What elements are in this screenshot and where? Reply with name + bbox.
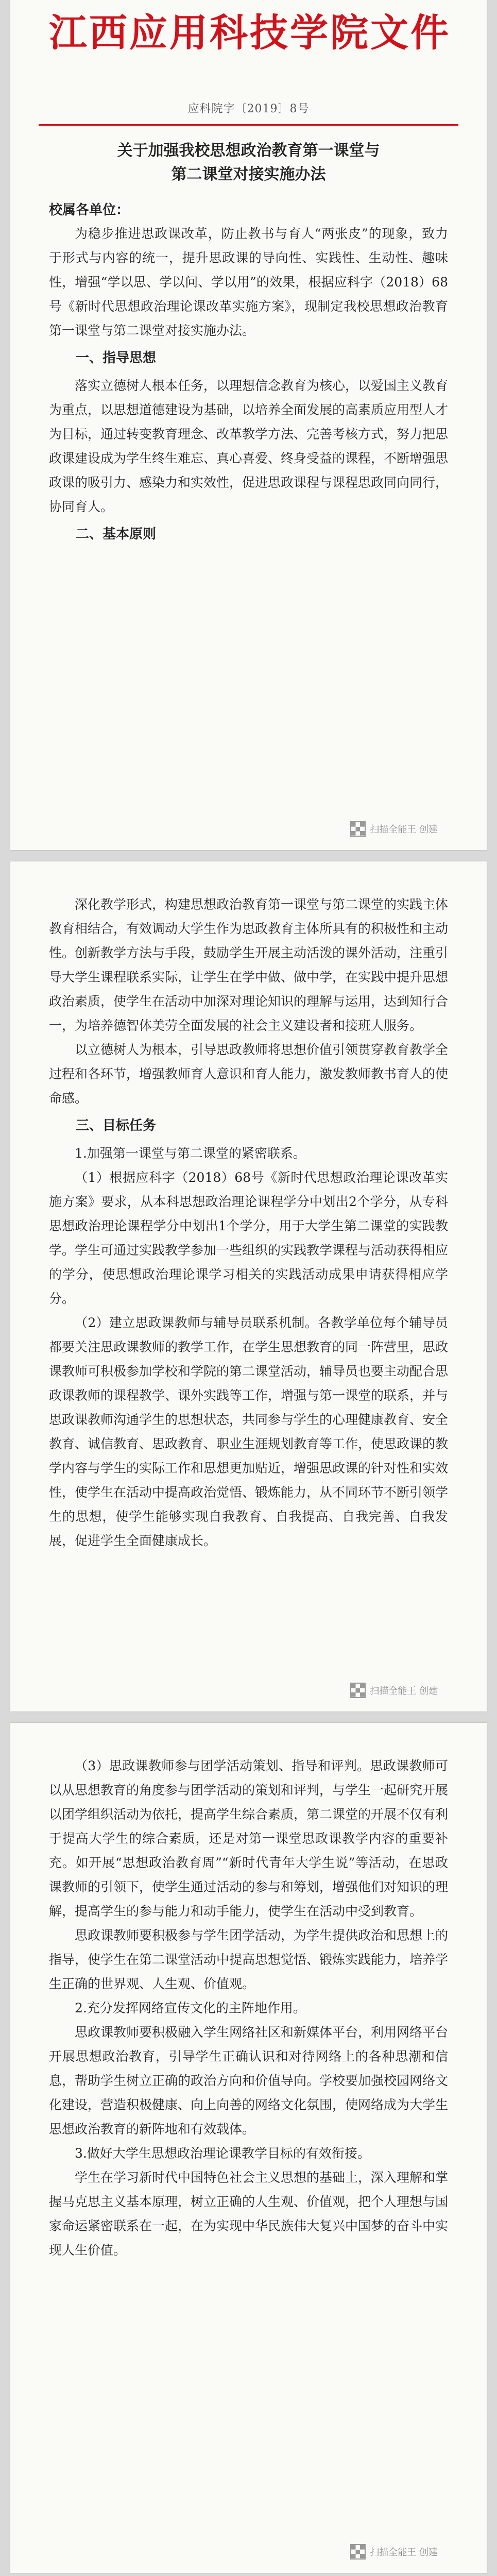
section-heading-goals: 三、目标任务 — [76, 1118, 157, 1133]
document-page-1 — [10, 0, 487, 850]
goal-paragraph-3: （3）思政课教师参与团学活动策划、指导和评判。思政课教师可以从思想教育的角度参与团学活动的策划和评判，与学生一起研究开展以团学组织活动为依托，提高学生综合素质，第二课堂的开展不仅有利于提高大学生的综合素质，还是对第一课堂思政课教学内容的重要补充。如开展“思想政治教育周”“新时代青年大学生说”等活动，在思政课教师的引领下，使学生通过活动的参与和筹划，增强他们对知识的理解，提高学生的参与能力和动手能力，使学生在活动中受到教育。 — [49, 1758, 449, 1919]
goal-subheading-2: 2.充分发挥网络宣传文化的主阵地作用。 — [75, 2001, 306, 2015]
goal-paragraph-4: 思政课教师要积极参与学生团学活动，为学生提供政治和思想上的指导，使学生在第二课堂活动中提高思想觉悟、锻炼实践能力，培养学生正确的世界观、人生观、价值观。 — [49, 1928, 449, 1991]
scanner-watermark — [350, 821, 438, 837]
page-3-content — [49, 1754, 448, 2262]
goal-subheading-1: 1.加强第一课堂与第二课堂的紧密联系。 — [75, 1146, 306, 1161]
goal-paragraph-5: 思政课教师要积极融入学生网络社区和新媒体平台，利用网络平台开展思想政治教育，引导学生正确认识和对待网络上的各种思潮和信息，帮助学生树立正确的政治方向和价值导向。学校要加强校园网络文化建设，营造积极健康、向上向善的网络文化氛围，使网络成为大学生思想政治教育的新阵地和有效载体。 — [49, 2025, 449, 2137]
goal-paragraph-2: （2）建立思政课教师与辅导员联系机制。各教学单位每个辅导员都要关注思政课教师的教学工作，在学生思想教育的同一阵营里，思政课教师可积极参加学校和学院的第二课堂活动，辅导员也要主动配合思政课教师的课程教学、课外实践等工作，增强与第一课堂的联系，并与思政课教师沟通学生的思想状态，共同参与学生的心理健康教育、安全教育、诚信教育、思政教育、职业生涯规划教育等工作，使思政课的教学内容与学生的实际工作和思想更加贴近，增强思政课的针对性和实效性，使学生在活动中提高政治觉悟、锻炼能力，从不同环节不断引领学生的思想，使学生能够实现自我教育、自我提高、自我完善、自我发展，促进学生全面健康成长。 — [49, 1315, 449, 1548]
subject-line-2: 第二课堂对接实施办法 — [171, 165, 326, 183]
document-page-3 — [10, 1723, 487, 2573]
principles-paragraph-1: 深化教学形式，构建思想政治教育第一课堂与第二课堂的实践主体教育相结合，有效调动大学生作为思政教育主体所具有的积极性和主动性。创新教学方法与手段，鼓励学生开展主动活泼的课外活动，注重引导大学生课程联系实际，让学生在学中做、做中学，在实践中提升思想政治素质，使学生在活动中加深对理论知识的理解与运用，达到知行合一，为培养德智体美劳全面发展的社会主义建设者和接班人服务。 — [49, 897, 449, 1033]
scanner-watermark-text: 扫描全能王 创建 — [370, 1686, 438, 1697]
page-1-content — [49, 0, 451, 550]
section-heading-principles: 二、基本原则 — [76, 527, 157, 542]
qr-code-icon — [350, 821, 366, 837]
qr-code-icon — [350, 2544, 366, 2560]
page-2-content — [49, 892, 448, 1553]
document-header-title: 江西应用科技学院文件 — [49, 11, 451, 55]
intro-paragraph: 为稳步推进思政课改革，防止教书与育人“两张皮”的现象，致力于形式与内容的统一，提升思政课的导向性、实践性、生动性、趣味性，增强“学以思、学以问、学以用”的效果，根据应科字（2018）68号《新时代思想政治理论课改革实施方案》，现制定我校思想政治教育第一课堂与第二课堂对接实施办法。 — [49, 226, 448, 338]
guiding-paragraph: 落实立德树人根本任务，以理想信念教育为核心，以爱国主义教育为重点，以思想道德建设为基础，以培养全面发展的高素质应用型人才为目标，通过转变教育理念、改革教学方法、完善考核方式，努力把思政课建设成为学生终生难忘、真心喜爱、终身受益的课程，不断增强思政课的吸引力、感染力和实效性，促进思政课程与课程思政同向同行，协同育人。 — [49, 378, 449, 514]
qr-code-icon — [350, 1683, 366, 1698]
salutation: 校属各单位： — [49, 202, 130, 218]
scanner-watermark — [350, 1683, 438, 1698]
goal-subheading-3: 3.做好大学生思想政治理论课教学目标的有效衔接。 — [75, 2146, 370, 2161]
document-number: 应科院字〔2019〕8号 — [187, 103, 310, 115]
header-red-rule — [39, 124, 458, 126]
goal-paragraph-1: （1）根据应科字（2018）68号《新时代思想政治理论课改革实施方案》要求，从本科思想政治理论课程学分中划出2个学分，从专科思想政治理论课程学分中划出1个学分，用于大学生第二课堂的实践教学。学生可通过实践教学参加一些组织的实践教学课程与活动获得相应的学分，使思想政治理论课学习相关的实践活动成果申请获得相应学分。 — [49, 1170, 449, 1306]
document-page-2 — [10, 861, 487, 1711]
scanner-watermark — [350, 2544, 438, 2560]
document-subject — [49, 139, 448, 187]
goal-paragraph-6: 学生在学习新时代中国特色社会主义思想的基础上，深入理解和掌握马克思主义基本原理，树立正确的人生观、价值观，把个人理想与国家命运紧密联系在一起，在为实现中华民族伟大复兴中国梦的奋斗中实现人生价值。 — [49, 2170, 449, 2258]
scanner-watermark-text: 扫描全能王 创建 — [370, 2547, 438, 2558]
section-heading-guiding: 一、指导思想 — [76, 350, 157, 366]
subject-line-1: 关于加强我校思想政治教育第一课堂与 — [117, 142, 380, 160]
scanner-watermark-text: 扫描全能王 创建 — [370, 824, 438, 835]
principles-paragraph-2: 以立德树人为根本，引导思政教师将思想价值引领贯穿教育教学全过程和各环节，增强教师育人意识和育人能力，激发教师教书育人的使命感。 — [49, 1042, 449, 1106]
